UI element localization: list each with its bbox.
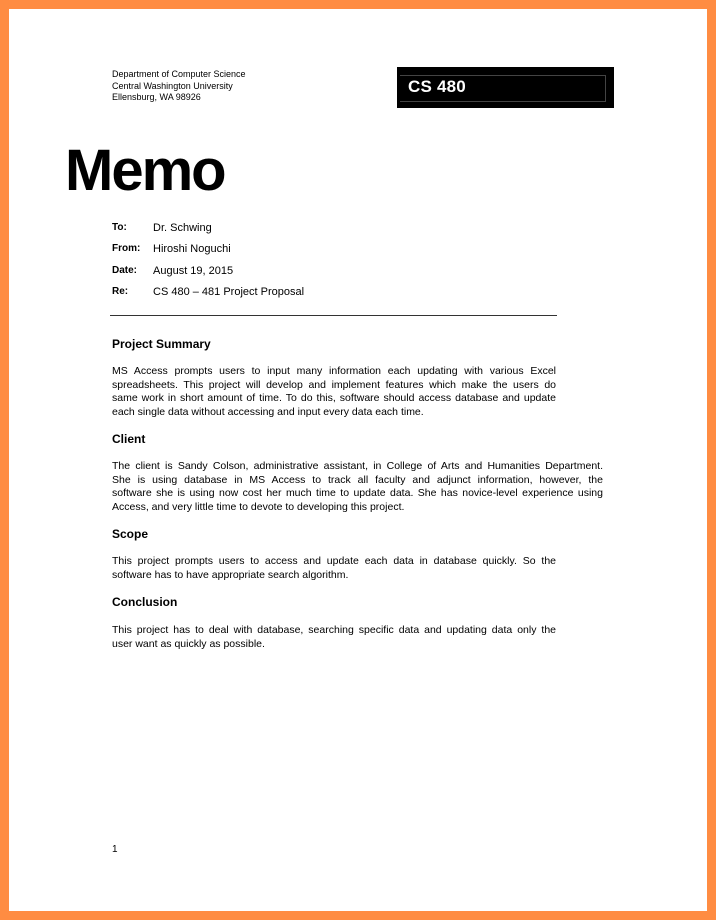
sender-city: Ellensburg, WA 98926 — [112, 92, 201, 102]
conclusion-line: This project has to deal with database, searching specific data and updating data only the — [112, 624, 556, 636]
course-label: CS 480 — [408, 77, 466, 96]
summary-line: same work in short amount of time. To do this, software should access database and update — [112, 392, 556, 404]
conclusion-heading: Conclusion — [112, 595, 178, 609]
date-label: Date: — [112, 265, 138, 276]
from-label: From: — [112, 243, 141, 254]
header-divider — [110, 315, 557, 316]
memo-page — [9, 9, 707, 911]
from-value: Hiroshi Noguchi — [153, 243, 231, 255]
summary-line: MS Access prompts users to input many information each updating with various Excel — [112, 365, 556, 377]
client-line: software she is using now cost her much time to update data. She has novice-level experience using — [112, 487, 603, 499]
scope-heading: Scope — [112, 527, 149, 541]
client-text — [112, 460, 603, 514]
client-heading: Client — [112, 432, 146, 446]
memo-title: Memo — [65, 138, 225, 203]
sender-address — [112, 69, 246, 104]
summary-line: each single data without accessing and input every data each time. — [112, 405, 424, 418]
project-summary-heading: Project Summary — [112, 337, 211, 351]
re-value: CS 480 – 481 Project Proposal — [153, 286, 305, 298]
scope-line: This project prompts users to access and update each data in database quickly. So the — [112, 555, 556, 567]
date-value: August 19, 2015 — [153, 265, 234, 277]
client-line: She is using database in MS Access to track all faculty and adjunct information, however, the — [112, 473, 603, 486]
conclusion-text — [112, 624, 556, 651]
page-number: 1 — [112, 844, 118, 855]
sender-department: Department of Computer Science — [112, 69, 246, 79]
scope-line: software has to have appropriate search algorithm. — [112, 568, 349, 581]
course-badge — [397, 67, 614, 108]
project-summary-text — [112, 365, 556, 419]
to-value: Dr. Schwing — [153, 222, 212, 234]
summary-line: spreadsheets. This project will develop and implement features which make the users do — [112, 378, 556, 391]
conclusion-line: user want as quickly as possible. — [112, 637, 265, 650]
sender-university: Central Washington University — [112, 80, 233, 91]
re-label: Re: — [112, 286, 129, 297]
to-label: To: — [112, 222, 127, 233]
scope-text — [112, 555, 556, 582]
client-line: The client is Sandy Colson, administrative assistant, in College of Arts and Humanities Department. — [112, 460, 603, 472]
client-line: Access, and very little time to devote to developing this project. — [112, 500, 405, 513]
